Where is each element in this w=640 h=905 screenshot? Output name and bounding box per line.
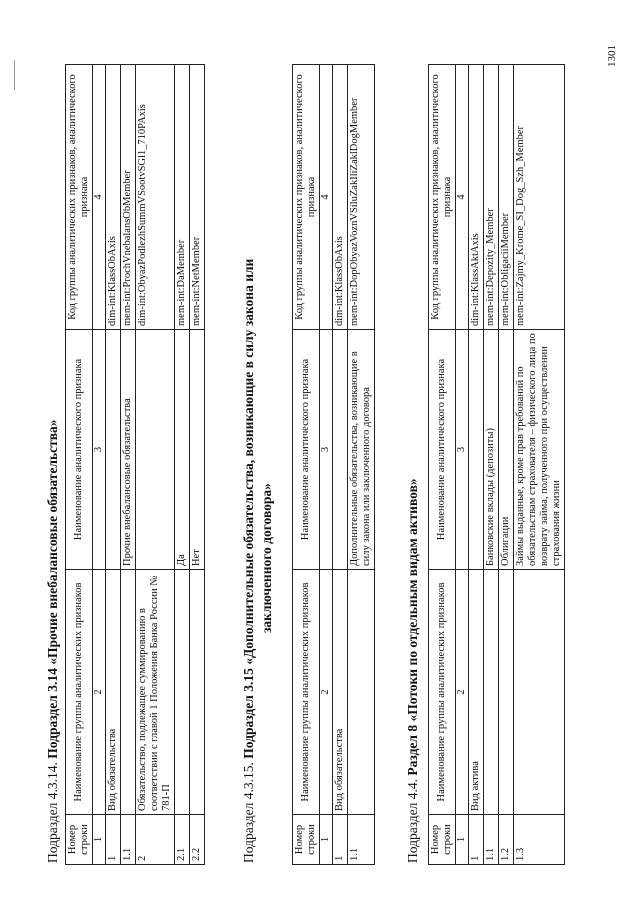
header-cell: Номер строки [429, 815, 456, 865]
table-row [514, 65, 565, 865]
attribute-code: dim-int:KlassObAxis [106, 65, 121, 330]
group-name [484, 570, 499, 815]
group-name [175, 570, 190, 815]
column-number: 3 [456, 330, 469, 570]
group-name [121, 570, 136, 815]
attribute-code: mem-int:DaMember [175, 65, 190, 330]
table-row [333, 65, 348, 865]
row-number: 1.1 [484, 815, 499, 865]
table-row [469, 65, 484, 865]
group-name: Вид обязательства [106, 570, 121, 815]
section-title-bold: Подраздел 3.15 «Дополнительные обязательства, возникающие в силу закона или [241, 258, 256, 759]
row-number: 1 [469, 815, 484, 865]
table-row [121, 65, 136, 865]
header-cell: Код группы аналитических признаков, аналитического признака [66, 65, 93, 330]
attribute-name: Банковские вклады (депозиты) [484, 330, 499, 570]
row-number: 1.1 [121, 815, 136, 865]
table-row [106, 65, 121, 865]
row-number: 1.3 [514, 815, 565, 865]
section-title-prefix: Подраздел 4.3.15. [241, 762, 256, 863]
section-title-prefix: Подраздел 4.3.14. [45, 762, 60, 863]
header-cell: Код группы аналитических признаков, аналитического признака [293, 65, 320, 330]
attribute-name: Займы выданные, кроме прав требований по обязательствам страхователя – физического лица по возврату займа, полученного при осуществлении страхования жизни [514, 330, 565, 570]
attribute-code: mem-int:Zajmy_Krome_SI_Dog_Szh_Member [514, 65, 565, 330]
column-number-row [456, 65, 469, 865]
table-row [499, 65, 514, 865]
attribute-name [333, 330, 348, 570]
group-name: Вид актива [469, 570, 484, 815]
section-title-bold: Раздел 8 «Потоки по отдельным видам активов» [405, 478, 420, 776]
attribute-code: dim-int:KlassObAxis [333, 65, 348, 330]
header-cell: Наименование аналитического признака [429, 330, 456, 570]
table-row [136, 65, 175, 865]
attribute-code: dim-int:KlassAktAxis [469, 65, 484, 330]
attribute-code: dim-int:ObyazPodlezhSummVSootvSGl1_710PAxis [136, 65, 175, 330]
column-number: 4 [320, 65, 333, 330]
attribute-code: mem-int:ProchVnebalansObMember [121, 65, 136, 330]
attribute-name: Облигации [499, 330, 514, 570]
table-row [484, 65, 499, 865]
table-header-row [293, 65, 320, 865]
row-number: 1 [106, 815, 121, 865]
table-header-row [66, 65, 93, 865]
header-cell: Наименование аналитического признака [66, 330, 93, 570]
column-number: 2 [456, 570, 469, 815]
table-row [190, 65, 205, 865]
group-name [348, 570, 375, 815]
header-cell: Наименование группы аналитических признаков [429, 570, 456, 815]
header-cell: Номер строки [293, 815, 320, 865]
section-title-prefix: Подраздел 4.4. [405, 778, 420, 863]
row-number: 1.1 [348, 815, 375, 865]
column-number: 2 [320, 570, 333, 815]
column-number: 3 [320, 330, 333, 570]
table-row [175, 65, 190, 865]
attribute-code: mem-int:Depozity_Member [484, 65, 499, 330]
header-cell: Номер строки [66, 815, 93, 865]
column-number: 1 [93, 815, 106, 865]
column-number: 4 [93, 65, 106, 330]
table-section-1 [65, 64, 205, 865]
column-number: 2 [93, 570, 106, 815]
attribute-code: mem-int:DopObyazVoznVSiluZakIliZaklDogMember [348, 65, 375, 330]
attribute-name [106, 330, 121, 570]
attribute-name [469, 330, 484, 570]
header-cell: Наименование аналитического признака [293, 330, 320, 570]
page-number: 1301 [606, 45, 618, 67]
group-name: Обязательство, подлежащее суммированию в соответствии с главой 1 Положения Банка России № 781-П [136, 570, 175, 815]
header-cell: Наименование группы аналитических признаков [293, 570, 320, 815]
column-number: 1 [320, 815, 333, 865]
row-number: 2.2 [190, 815, 205, 865]
section-title [404, 478, 422, 863]
attribute-name: Дополнительные обязательства, возникающие в силу закона или заключенного договора [348, 330, 375, 570]
table-section-3 [428, 64, 565, 865]
column-number: 1 [456, 815, 469, 865]
section-title-continuation: заключенного договора» [259, 483, 274, 633]
section-title [240, 259, 276, 863]
row-number: 1.2 [499, 815, 514, 865]
table-section-2 [292, 64, 375, 865]
attribute-code: mem-int:NetMember [190, 65, 205, 330]
attribute-name: Нет [190, 330, 205, 570]
section-title-bold: Подраздел 3.14 «Прочие внебалансовые обязательства» [45, 419, 60, 759]
table-header-row [429, 65, 456, 865]
column-number: 3 [93, 330, 106, 570]
column-number-row [320, 65, 333, 865]
attribute-name: Да [175, 330, 190, 570]
attribute-name [136, 330, 175, 570]
attribute-code: mem-int:ObligaciiMember [499, 65, 514, 330]
group-name [499, 570, 514, 815]
group-name: Вид обязательства [333, 570, 348, 815]
header-cell: Код группы аналитических признаков, аналитического признака [429, 65, 456, 330]
row-number: 2 [136, 815, 175, 865]
column-number-row [93, 65, 106, 865]
table-row [348, 65, 375, 865]
group-name [514, 570, 565, 815]
section-title [44, 419, 62, 863]
group-name [190, 570, 205, 815]
header-cell: Наименование группы аналитических признаков [66, 570, 93, 815]
column-number: 4 [456, 65, 469, 330]
row-number: 1 [333, 815, 348, 865]
attribute-name: Прочие внебалансовые обязательства [121, 330, 136, 570]
row-number: 2.1 [175, 815, 190, 865]
